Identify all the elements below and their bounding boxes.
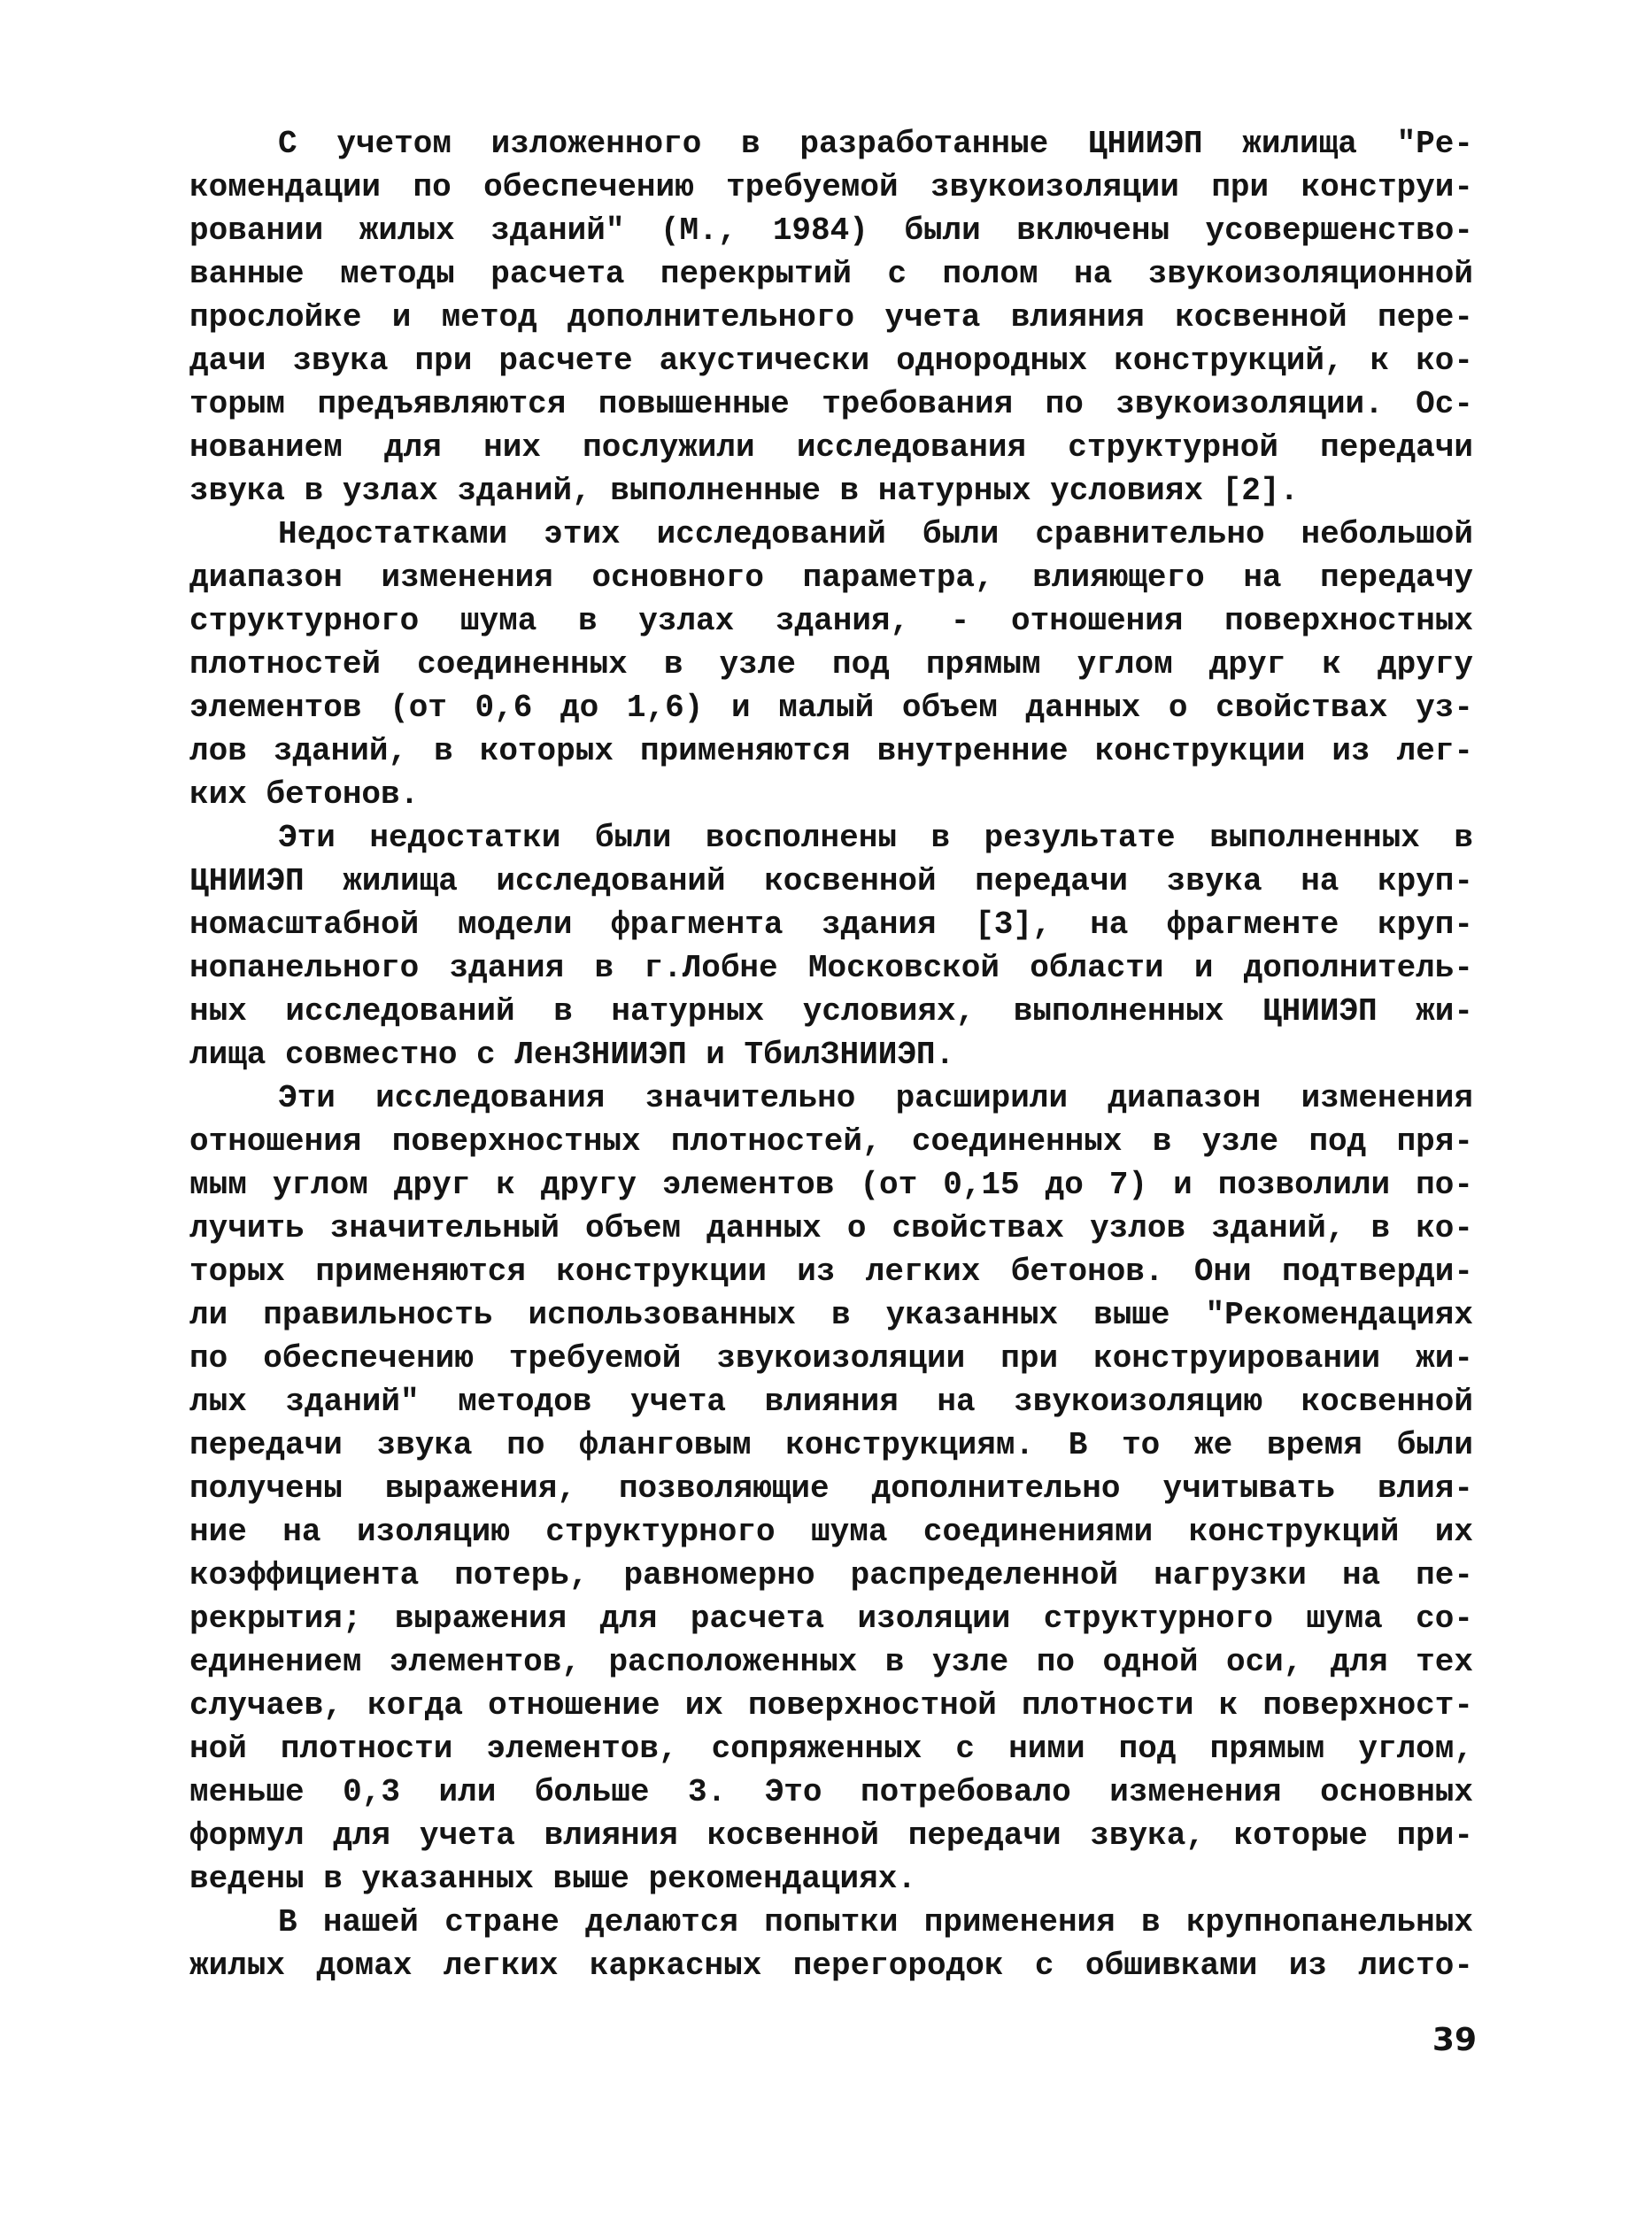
text-line: ванные методы расчета перекрытий с полом на звукоизоляционной xyxy=(189,256,1473,292)
text-line: случаев, когда отношение их поверхностной плотности к поверхност- xyxy=(189,1687,1473,1724)
text-line: Эти недостатки были восполнены в результате выполненных в xyxy=(278,820,1473,856)
text-line: номасштабной модели фрагмента здания [3], на фрагменте круп- xyxy=(189,906,1473,943)
text-line: единением элементов, расположенных в узле по одной оси, для тех xyxy=(189,1644,1473,1680)
text-line: коэффициента потерь, равномерно распределенной нагрузки на пе- xyxy=(189,1557,1473,1593)
text-line: ЦНИИЭП жилища исследований косвенной передачи звука на круп- xyxy=(189,863,1473,899)
text-line: лучить значительный объем данных о свойствах узлов зданий, в ко- xyxy=(189,1210,1473,1246)
text-line: ведены в указанных выше рекомендациях. xyxy=(189,1861,916,1897)
text-line: диапазон изменения основного параметра, влияющего на передачу xyxy=(189,559,1473,596)
text-line: прослойке и метод дополнительного учета влияния косвенной пере- xyxy=(189,299,1473,336)
text-line: ровании жилых зданий" (М., 1984) были включены усовершенство- xyxy=(189,212,1473,249)
text-line: звука в узлах зданий, выполненные в натурных условиях [2]. xyxy=(189,473,1300,509)
text-line: нованием для них послужили исследования структурной передачи xyxy=(189,429,1473,466)
text-line: В нашей стране делаются попытки применения в крупнопанельных xyxy=(278,1904,1473,1940)
text-line: Эти исследования значительно расширили диапазон изменения xyxy=(278,1080,1473,1116)
text-line: торых применяются конструкции из легких бетонов. Они подтверди- xyxy=(189,1253,1473,1290)
text-line: передачи звука по фланговым конструкциям. В то же время были xyxy=(189,1427,1473,1463)
text-line: отношения поверхностных плотностей, соединенных в узле под пря- xyxy=(189,1123,1473,1160)
text-line: лов зданий, в которых применяются внутренние конструкции из лег- xyxy=(189,733,1473,769)
text-line: лища совместно с ЛенЗНИИЭП и ТбилЗНИИЭП. xyxy=(189,1037,955,1073)
text-line: ние на изоляцию структурного шума соединениями конструкций их xyxy=(189,1514,1473,1550)
text-line: Недостатками этих исследований были сравнительно небольшой xyxy=(278,516,1473,552)
text-line: по обеспечению требуемой звукоизоляции при конструировании жи- xyxy=(189,1340,1473,1377)
text-line: ких бетонов. xyxy=(189,776,420,813)
text-line: элементов (от 0,6 до 1,6) и малый объем данных о свойствах уз- xyxy=(189,690,1473,726)
text-line: нопанельного здания в г.Лобне Московской области и дополнитель- xyxy=(189,950,1473,986)
text-line: получены выражения, позволяющие дополнительно учитывать влия- xyxy=(189,1470,1473,1507)
text-line: дачи звука при расчете акустически однородных конструкций, к ко- xyxy=(189,343,1473,379)
text-line: плотностей соединенных в узле под прямым углом друг к другу xyxy=(189,646,1473,683)
text-line: мым углом друг к другу элементов (от 0,15 до 7) и позволили по- xyxy=(189,1167,1473,1203)
text-line: лых зданий" методов учета влияния на звукоизоляцию косвенной xyxy=(189,1384,1473,1420)
text-line: ной плотности элементов, сопряженных с ними под прямым углом, xyxy=(189,1731,1473,1767)
text-line: ных исследований в натурных условиях, выполненных ЦНИИЭП жи- xyxy=(189,993,1473,1030)
page-number: 39 xyxy=(1432,2022,1477,2058)
text-line: структурного шума в узлах здания, - отношения поверхностных xyxy=(189,603,1473,639)
text-line: ли правильность использованных в указанных выше "Рекомендациях xyxy=(189,1297,1473,1333)
text-line: меньше 0,3 или больше 3. Это потребовало изменения основных xyxy=(189,1774,1473,1810)
text-line: С учетом изложенного в разработанные ЦНИИЭП жилища "Ре- xyxy=(278,126,1473,162)
body-text xyxy=(189,122,1473,1987)
text-line: формул для учета влияния косвенной передачи звука, которые при- xyxy=(189,1817,1473,1854)
text-line: жилых домах легких каркасных перегородок с обшивками из листо- xyxy=(189,1948,1473,1984)
text-line: торым предъявляются повышенные требования по звукоизоляции. Ос- xyxy=(189,386,1473,422)
text-line: рекрытия; выражения для расчета изоляции структурного шума со- xyxy=(189,1601,1473,1637)
text-line: комендации по обеспечению требуемой звукоизоляции при конструи- xyxy=(189,169,1473,205)
